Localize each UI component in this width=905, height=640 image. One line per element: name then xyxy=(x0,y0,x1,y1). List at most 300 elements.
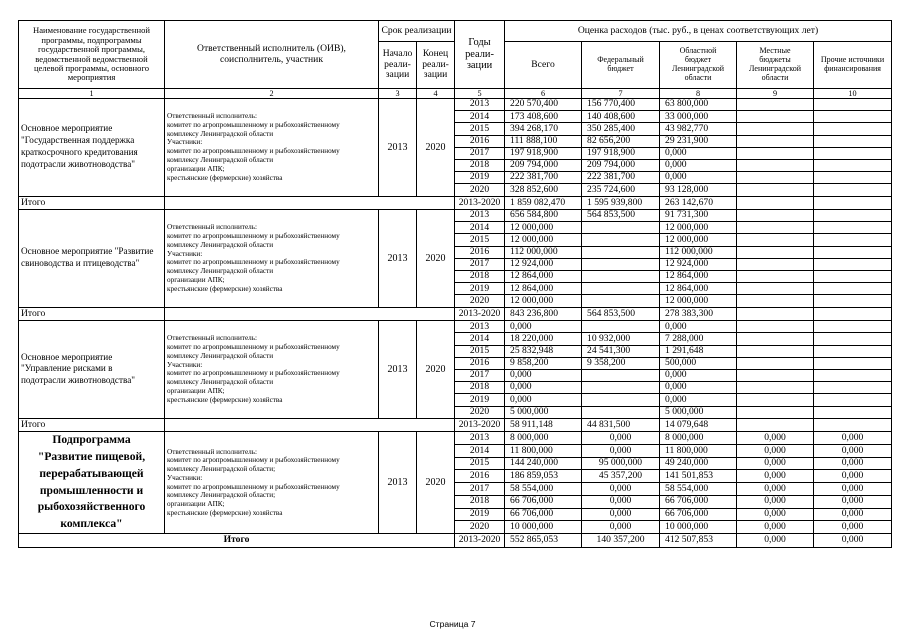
executor-line: организации АПК; xyxy=(167,275,225,284)
header-other xyxy=(814,42,892,89)
local-cell xyxy=(737,147,814,159)
year-cell: 2014 xyxy=(455,445,505,458)
year-cell: 2016 xyxy=(455,470,505,483)
federal-cell xyxy=(582,382,660,394)
year-cell: 2016 xyxy=(455,135,505,147)
measure-name xyxy=(19,321,165,419)
itogo-regional: 14 079,648 xyxy=(660,418,737,432)
header-costs: Оценка расходов (тыс. руб., в ценах соответствующих лет) xyxy=(505,21,892,42)
measure-name xyxy=(19,99,165,197)
regional-cell: 500,000 xyxy=(660,357,737,369)
executor-line: организации АПК; xyxy=(167,500,225,509)
local-cell: 0,000 xyxy=(737,495,814,508)
itogo-other xyxy=(814,307,892,321)
other-cell xyxy=(814,295,892,307)
local-cell xyxy=(737,210,814,222)
header-name-line: целевой программы, основного xyxy=(33,62,150,73)
local-cell xyxy=(737,159,814,171)
column-number: 4 xyxy=(417,89,455,99)
executor-cell xyxy=(165,210,379,308)
regional-cell: 11 800,000 xyxy=(660,445,737,458)
regional-cell: 93 128,000 xyxy=(660,184,737,196)
itogo-years: 2013-2020 xyxy=(455,534,505,548)
name-line: подотрасли животноводства" xyxy=(21,159,136,170)
regional-cell: 33 000,000 xyxy=(660,111,737,123)
executor-line: организации АПК; xyxy=(167,387,225,396)
other-cell xyxy=(814,172,892,184)
local-cell xyxy=(737,333,814,345)
regional-cell: 141 501,853 xyxy=(660,470,737,483)
regional-cell: 29 231,900 xyxy=(660,135,737,147)
total-cell: 10 000,000 xyxy=(505,521,582,534)
column-number: 2 xyxy=(165,89,379,99)
year-cell: 2018 xyxy=(455,271,505,283)
itogo-row xyxy=(19,418,892,432)
regional-cell: 5 000,000 xyxy=(660,406,737,418)
itogo-years: 2013-2020 xyxy=(455,196,505,210)
regional-cell: 66 706,000 xyxy=(660,508,737,521)
total-cell: 394 268,170 xyxy=(505,123,582,135)
executor-line: комитет по агропромышленному и рыбохозяйственному xyxy=(167,482,340,491)
year-cell: 2017 xyxy=(455,369,505,381)
header-start-line: Начало xyxy=(382,48,413,60)
regional-cell: 66 706,000 xyxy=(660,495,737,508)
header-local xyxy=(737,42,814,89)
regional-cell: 12 864,000 xyxy=(660,283,737,295)
name-line: "Государственная поддержка xyxy=(21,135,135,146)
year-cell: 2015 xyxy=(455,457,505,470)
federal-cell xyxy=(582,394,660,406)
year-cell: 2017 xyxy=(455,483,505,496)
executor-line: Участники: xyxy=(167,249,203,258)
itogo-label: Итого xyxy=(19,418,165,432)
local-cell: 0,000 xyxy=(737,470,814,483)
header-other-line: финансирования xyxy=(824,64,881,73)
other-cell xyxy=(814,357,892,369)
year-cell: 2020 xyxy=(455,406,505,418)
regional-cell: 0,000 xyxy=(660,147,737,159)
regional-cell: 91 731,300 xyxy=(660,210,737,222)
name-line: Основное мероприятие xyxy=(21,351,113,362)
name-line: комплекса" xyxy=(60,517,123,531)
federal-cell: 222 381,700 xyxy=(582,172,660,184)
header-regional-line: бюджет xyxy=(684,55,712,65)
total-cell: 12 924,000 xyxy=(505,258,582,270)
itogo-total: 552 865,053 xyxy=(505,534,582,548)
itogo-federal: 140 357,200 xyxy=(582,534,660,548)
year-cell: 2019 xyxy=(455,283,505,295)
measure-name xyxy=(19,210,165,308)
itogo-local: 0,000 xyxy=(737,534,814,548)
header-name-line: программы, подпрограммы xyxy=(41,34,142,45)
total-cell: 186 859,053 xyxy=(505,470,582,483)
other-cell: 0,000 xyxy=(814,445,892,458)
header-name-line: ведомственной ведомственной xyxy=(35,53,148,64)
other-cell xyxy=(814,258,892,270)
local-cell xyxy=(737,369,814,381)
name-line: Основное мероприятие "Развитие xyxy=(21,246,154,257)
other-cell: 0,000 xyxy=(814,457,892,470)
itogo-other xyxy=(814,196,892,210)
executor-line: комитет по агропромышленному и рыбохозяйственному xyxy=(167,343,340,352)
start-year: 2013 xyxy=(379,321,417,419)
header-executor xyxy=(165,21,379,89)
year-cell: 2020 xyxy=(455,184,505,196)
header-regional-line: области xyxy=(684,72,712,82)
column-number: 6 xyxy=(505,89,582,99)
itogo-other: 0,000 xyxy=(814,534,892,548)
local-cell xyxy=(737,321,814,333)
itogo-other xyxy=(814,418,892,432)
other-cell: 0,000 xyxy=(814,483,892,496)
total-cell: 8 000,000 xyxy=(505,432,582,445)
regional-cell: 63 800,000 xyxy=(660,99,737,111)
year-cell: 2018 xyxy=(455,495,505,508)
other-cell xyxy=(814,159,892,171)
total-cell: 222 381,700 xyxy=(505,172,582,184)
total-cell: 9 858,200 xyxy=(505,357,582,369)
local-cell xyxy=(737,382,814,394)
header-start-line: зации xyxy=(385,69,410,81)
local-cell xyxy=(737,258,814,270)
total-cell: 66 706,000 xyxy=(505,495,582,508)
executor-line: Участники: xyxy=(167,360,203,369)
header-federal-line: бюджет xyxy=(607,64,634,73)
federal-cell: 0,000 xyxy=(582,508,660,521)
total-cell: 11 800,000 xyxy=(505,445,582,458)
year-cell: 2020 xyxy=(455,521,505,534)
regional-cell: 0,000 xyxy=(660,159,737,171)
total-cell: 328 852,600 xyxy=(505,184,582,196)
other-cell: 0,000 xyxy=(814,470,892,483)
column-number: 8 xyxy=(660,89,737,99)
year-cell: 2014 xyxy=(455,333,505,345)
itogo-federal: 1 595 939,800 xyxy=(582,196,660,210)
federal-cell: 156 770,400 xyxy=(582,99,660,111)
federal-cell: 82 656,200 xyxy=(582,135,660,147)
year-cell: 2015 xyxy=(455,345,505,357)
year-cell: 2014 xyxy=(455,222,505,234)
table-row xyxy=(19,432,892,445)
executor-line: комплексу Ленинградской области; xyxy=(167,491,276,500)
header-executor-line: соисполнитель, участник xyxy=(220,53,323,65)
total-cell: 209 794,000 xyxy=(505,159,582,171)
year-cell: 2015 xyxy=(455,234,505,246)
other-cell xyxy=(814,99,892,111)
federal-cell xyxy=(582,234,660,246)
itogo-federal: 44 831,500 xyxy=(582,418,660,432)
federal-cell xyxy=(582,246,660,258)
other-cell xyxy=(814,246,892,258)
federal-cell xyxy=(582,406,660,418)
itogo-label: Итого xyxy=(19,534,455,548)
name-line: краткосрочного кредитования xyxy=(21,147,138,158)
header-regional-line: Областной xyxy=(679,46,717,56)
header-start xyxy=(379,42,417,89)
federal-cell: 0,000 xyxy=(582,495,660,508)
header-name-line: Наименование государственной xyxy=(33,25,150,36)
year-cell: 2019 xyxy=(455,394,505,406)
executor-line: комплексу Ленинградской области xyxy=(167,156,274,165)
header-name-line: государственной программы, xyxy=(37,44,146,55)
local-cell: 0,000 xyxy=(737,521,814,534)
executor-line: крестьянские (фермерские) хозяйства xyxy=(167,395,283,404)
regional-cell: 58 554,000 xyxy=(660,483,737,496)
executor-line: комплексу Ленинградской области xyxy=(167,267,274,276)
total-cell: 220 570,400 xyxy=(505,99,582,111)
other-cell xyxy=(814,123,892,135)
total-cell: 197 918,900 xyxy=(505,147,582,159)
regional-cell: 12 924,000 xyxy=(660,258,737,270)
executor-line: комплексу Ленинградской области; xyxy=(167,465,276,474)
local-cell xyxy=(737,394,814,406)
name-line: промышленности и xyxy=(39,483,144,497)
regional-cell: 0,000 xyxy=(660,369,737,381)
other-cell xyxy=(814,111,892,123)
header-name-line: мероприятия xyxy=(67,72,116,83)
year-cell: 2013 xyxy=(455,432,505,445)
local-cell xyxy=(737,295,814,307)
itogo-label: Итого xyxy=(19,196,165,210)
executor-line: Ответственный исполнитель: xyxy=(167,447,257,456)
end-year: 2020 xyxy=(417,432,455,534)
federal-cell: 95 000,000 xyxy=(582,457,660,470)
executor-line: крестьянские (фермерские) хозяйства xyxy=(167,509,283,518)
header-regional xyxy=(660,42,737,89)
local-cell xyxy=(737,406,814,418)
local-cell xyxy=(737,246,814,258)
federal-cell: 45 357,200 xyxy=(582,470,660,483)
itogo-blank xyxy=(165,307,455,321)
header-term: Срок реализации xyxy=(379,21,455,42)
local-cell xyxy=(737,283,814,295)
federal-cell: 9 358,200 xyxy=(582,357,660,369)
other-cell xyxy=(814,283,892,295)
regional-cell: 0,000 xyxy=(660,382,737,394)
local-cell xyxy=(737,234,814,246)
itogo-row xyxy=(19,534,892,548)
local-cell xyxy=(737,135,814,147)
executor-line: комплексу Ленинградской области xyxy=(167,378,274,387)
itogo-total: 1 859 082,470 xyxy=(505,196,582,210)
itogo-label: Итого xyxy=(19,307,165,321)
executor-line: Ответственный исполнитель: xyxy=(167,112,257,121)
itogo-years: 2013-2020 xyxy=(455,307,505,321)
name-line: рыбохозяйственного xyxy=(37,500,146,514)
header-total: Всего xyxy=(505,42,582,89)
header-local-line: Местные xyxy=(759,46,791,56)
year-cell: 2013 xyxy=(455,321,505,333)
federal-cell xyxy=(582,283,660,295)
total-cell: 5 000,000 xyxy=(505,406,582,418)
table-row xyxy=(19,321,892,333)
other-cell xyxy=(814,369,892,381)
federal-cell: 10 932,000 xyxy=(582,333,660,345)
financing-table xyxy=(18,20,892,548)
total-cell: 0,000 xyxy=(505,382,582,394)
itogo-regional: 263 142,670 xyxy=(660,196,737,210)
other-cell xyxy=(814,147,892,159)
executor-line: Участники: xyxy=(167,138,203,147)
name-line: Основное мероприятие xyxy=(21,123,113,134)
regional-cell: 10 000,000 xyxy=(660,521,737,534)
executor-line: комитет по агропромышленному и рыбохозяйственному xyxy=(167,456,340,465)
year-cell: 2015 xyxy=(455,123,505,135)
local-cell xyxy=(737,345,814,357)
column-number: 1 xyxy=(19,89,165,99)
header-federal xyxy=(582,42,660,89)
total-cell: 0,000 xyxy=(505,321,582,333)
executor-line: комитет по агропромышленному и рыбохозяйственному xyxy=(167,120,340,129)
total-cell: 111 888,100 xyxy=(505,135,582,147)
other-cell xyxy=(814,345,892,357)
column-numbers-row xyxy=(19,89,892,99)
itogo-local xyxy=(737,196,814,210)
header-years-line: Годы xyxy=(468,37,491,49)
header-end-line: зации xyxy=(423,69,448,81)
executor-line: комитет по агропромышленному и рыбохозяйственному xyxy=(167,369,340,378)
subprogram-name xyxy=(19,432,165,534)
local-cell: 0,000 xyxy=(737,445,814,458)
itogo-regional: 278 383,300 xyxy=(660,307,737,321)
name-line: "Управление рисками в xyxy=(21,363,113,374)
federal-cell: 0,000 xyxy=(582,521,660,534)
local-cell xyxy=(737,111,814,123)
federal-cell: 350 285,400 xyxy=(582,123,660,135)
column-number: 10 xyxy=(814,89,892,99)
start-year: 2013 xyxy=(379,99,417,197)
total-cell: 0,000 xyxy=(505,369,582,381)
executor-line: комплексу Ленинградской области xyxy=(167,351,274,360)
itogo-total: 58 911,148 xyxy=(505,418,582,432)
federal-cell xyxy=(582,222,660,234)
total-cell: 18 220,000 xyxy=(505,333,582,345)
header-executor-line: Ответственный исполнитель (ОИВ), xyxy=(197,42,346,54)
year-cell: 2018 xyxy=(455,159,505,171)
other-cell xyxy=(814,135,892,147)
federal-cell: 140 408,600 xyxy=(582,111,660,123)
executor-line: Ответственный исполнитель: xyxy=(167,334,257,343)
header-other-line: Прочие источники xyxy=(820,55,885,65)
executor-line: комплексу Ленинградской области xyxy=(167,240,274,249)
executor-line: Ответственный исполнитель: xyxy=(167,223,257,232)
executor-cell xyxy=(165,99,379,197)
header-regional-line: Ленинградской xyxy=(672,64,724,73)
local-cell: 0,000 xyxy=(737,483,814,496)
header-years xyxy=(455,21,505,89)
executor-line: организации АПК; xyxy=(167,164,225,173)
regional-cell: 12 864,000 xyxy=(660,271,737,283)
year-cell: 2016 xyxy=(455,357,505,369)
regional-cell: 12 000,000 xyxy=(660,222,737,234)
name-line: перерабатывающей xyxy=(39,466,144,480)
other-cell: 0,000 xyxy=(814,495,892,508)
start-year: 2013 xyxy=(379,210,417,308)
column-number: 9 xyxy=(737,89,814,99)
executor-cell xyxy=(165,432,379,534)
name-line: подотрасли животноводства" xyxy=(21,375,136,386)
header-end xyxy=(417,42,455,89)
regional-cell: 0,000 xyxy=(660,321,737,333)
other-cell xyxy=(814,321,892,333)
executor-line: Участники: xyxy=(167,473,203,482)
local-cell xyxy=(737,184,814,196)
end-year: 2020 xyxy=(417,321,455,419)
itogo-local xyxy=(737,418,814,432)
end-year: 2020 xyxy=(417,210,455,308)
year-cell: 2019 xyxy=(455,172,505,184)
itogo-federal: 564 853,500 xyxy=(582,307,660,321)
itogo-total: 843 236,800 xyxy=(505,307,582,321)
federal-cell xyxy=(582,258,660,270)
federal-cell: 197 918,900 xyxy=(582,147,660,159)
regional-cell: 8 000,000 xyxy=(660,432,737,445)
year-cell: 2013 xyxy=(455,99,505,111)
total-cell: 656 584,800 xyxy=(505,210,582,222)
header-start-line: реали- xyxy=(384,58,411,70)
federal-cell: 209 794,000 xyxy=(582,159,660,171)
total-cell: 112 000,000 xyxy=(505,246,582,258)
regional-cell: 0,000 xyxy=(660,172,737,184)
year-cell: 2020 xyxy=(455,295,505,307)
itogo-blank xyxy=(165,196,455,210)
other-cell xyxy=(814,222,892,234)
header-years-line: реали- xyxy=(465,48,494,60)
other-cell xyxy=(814,234,892,246)
total-cell: 173 408,600 xyxy=(505,111,582,123)
total-cell: 12 000,000 xyxy=(505,222,582,234)
name-line: свиноводства и птицеводства" xyxy=(21,258,140,269)
federal-cell: 0,000 xyxy=(582,483,660,496)
year-cell: 2018 xyxy=(455,382,505,394)
header-end-line: реали- xyxy=(422,58,449,70)
local-cell xyxy=(737,99,814,111)
regional-cell: 12 000,000 xyxy=(660,234,737,246)
other-cell: 0,000 xyxy=(814,521,892,534)
federal-cell xyxy=(582,321,660,333)
header-local-line: бюджеты xyxy=(759,55,791,65)
local-cell xyxy=(737,172,814,184)
executor-line: комитет по агропромышленному и рыбохозяйственному xyxy=(167,232,340,241)
page-footer: Страница 7 xyxy=(429,619,476,629)
local-cell xyxy=(737,271,814,283)
total-cell: 12 864,000 xyxy=(505,283,582,295)
table-row xyxy=(19,99,892,111)
total-cell: 12 000,000 xyxy=(505,295,582,307)
federal-cell: 0,000 xyxy=(582,445,660,458)
header-local-line: Ленинградской xyxy=(749,64,801,73)
other-cell xyxy=(814,210,892,222)
regional-cell: 1 291,648 xyxy=(660,345,737,357)
regional-cell: 0,000 xyxy=(660,394,737,406)
column-number: 7 xyxy=(582,89,660,99)
federal-cell: 0,000 xyxy=(582,432,660,445)
regional-cell: 49 240,000 xyxy=(660,457,737,470)
year-cell: 2013 xyxy=(455,210,505,222)
executor-line: комитет по агропромышленному и рыбохозяйственному xyxy=(167,258,340,267)
total-cell: 25 832,948 xyxy=(505,345,582,357)
federal-cell: 24 541,300 xyxy=(582,345,660,357)
header-end-line: Конец xyxy=(422,48,449,60)
total-cell: 66 706,000 xyxy=(505,508,582,521)
table-row xyxy=(19,210,892,222)
total-cell: 58 554,000 xyxy=(505,483,582,496)
name-line: "Развитие пищевой, xyxy=(37,450,146,464)
total-cell: 12 000,000 xyxy=(505,234,582,246)
header-local-line: области xyxy=(761,72,789,82)
federal-cell xyxy=(582,271,660,283)
total-cell: 144 240,000 xyxy=(505,457,582,470)
